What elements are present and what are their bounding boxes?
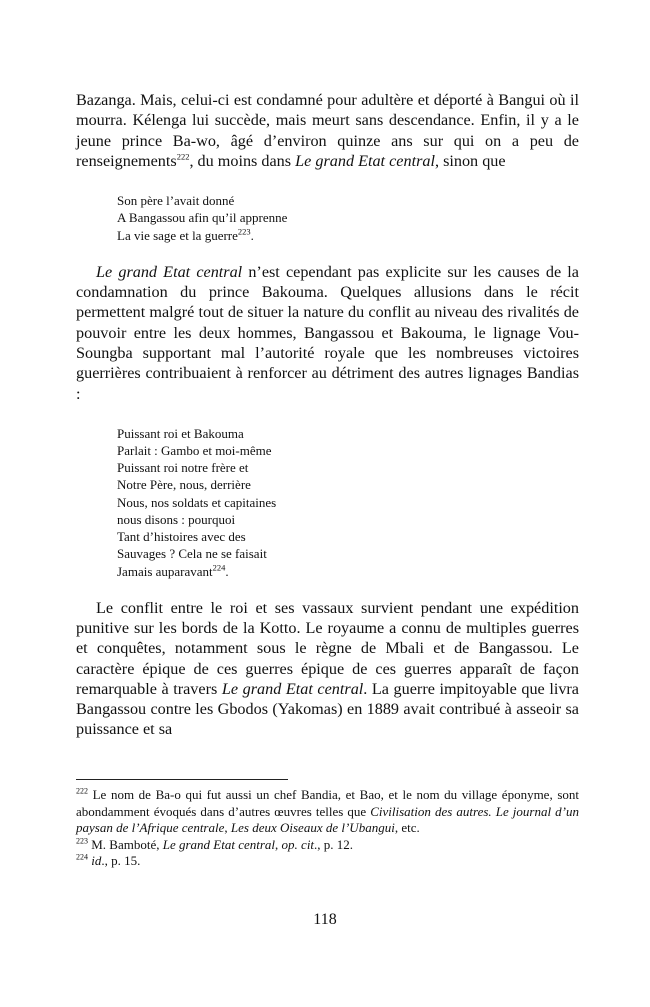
footnote-224: $^{224}$ id., p. 15. bbox=[76, 853, 141, 869]
verse-line: Parlait : Gambo et moi-même bbox=[117, 443, 272, 459]
book-title: Le grand Etat central bbox=[96, 262, 243, 281]
footnote-ref-224[interactable]: 224 bbox=[212, 562, 226, 573]
footnote-divider bbox=[76, 779, 288, 780]
paragraph-2: Le grand Etat central n’est cependant pas explicite sur les causes de la condamnation du prince Bakouma. Quelques allusions dans le récit permettent malgré tout de situer la nature du conflit au niveau des rivalités de pouvoir entre les deux hommes, Bangassou et Bakouma, le lignage Vou-Soungba supportant mal l’autorité royale que les nombreuses victoires guerrières contribuaient à renforcer au détriment des autres lignages Bandias : bbox=[76, 262, 579, 403]
book-title: Le grand Etat central bbox=[221, 679, 364, 698]
footnote-number: 222 bbox=[76, 786, 88, 796]
book-title: Le grand Etat central bbox=[295, 151, 435, 170]
verse-line: A Bangassou afin qu’il apprenne bbox=[117, 210, 288, 226]
verse-line: Notre Père, nous, derrière bbox=[117, 477, 251, 493]
footnote-223: $^{223}$ M. Bamboté, Le grand Etat central, op. cit., p. 12. bbox=[76, 836, 354, 852]
verse-quote-2 bbox=[117, 425, 579, 580]
verse-line: Sauvages ? Cela ne se faisait bbox=[117, 546, 267, 562]
verse-line: Nous, nos soldats et capitaines bbox=[117, 494, 277, 510]
footnotes bbox=[76, 787, 579, 870]
verse-line: Tant d’histoires avec des bbox=[117, 529, 246, 545]
verse-line: Puissant roi et Bakouma bbox=[117, 425, 244, 441]
verse-line: Jamais auparavant$^{224}$. bbox=[117, 562, 229, 579]
paragraph-3: Le conflit entre le roi et ses vassaux survient pendant une expédition punitive sur les bords de la Kotto. Le royaume a connu de multiples guerres et conquêtes, notamment sous le règne de Mbali et de Bangassou. Le caractère épique de ces guerres épique de ces guerres apparaît de façon remarquable à travers Le grand Etat central. La guerre impitoyable que livra Bangassou contre les Gbodos (Yakomas) en 1889 avait contribué à asseoir sa puissance et sa bbox=[76, 598, 579, 739]
page-body bbox=[76, 90, 579, 740]
footnote-number: 224 bbox=[76, 853, 88, 863]
footnote-222: $^{222}$ Le nom de Ba-o qui fut aussi un chef Bandia, et Bao, et le nom du village éponyme, sont abondamment évoqués dans d’autres œuvres telles que Civilisation des autres. Le journal d’un paysan de l’Afrique centrale, Les deux Oiseaux de l’Ubangui, etc. bbox=[76, 786, 579, 836]
footnote-number: 223 bbox=[76, 836, 88, 846]
footnote-ref-222[interactable]: 222 bbox=[176, 151, 190, 162]
verse-line: Puissant roi notre frère et bbox=[117, 460, 249, 476]
verse-line: La vie sage et la guerre$^{223}$. bbox=[117, 226, 254, 243]
verse-line: Son père l’avait donné bbox=[117, 193, 235, 209]
verse-line: nous disons : pourquoi bbox=[117, 511, 236, 527]
paragraph-1: Bazanga. Mais, celui-ci est condamné pour adultère et déporté à Bangui où il mourra. Kélenga lui succède, mais meurt sans descendance. Enfin, il y a le jeune prince Ba-wo, âgé d’environ quinze ans sur qui on a peu de renseignements$^{222}$, du moins dans Le grand Etat central, sinon que bbox=[76, 91, 579, 170]
page-number: 118 bbox=[313, 911, 337, 928]
verse-quote-1 bbox=[117, 192, 579, 244]
footnote-ref-223[interactable]: 223 bbox=[237, 226, 251, 237]
